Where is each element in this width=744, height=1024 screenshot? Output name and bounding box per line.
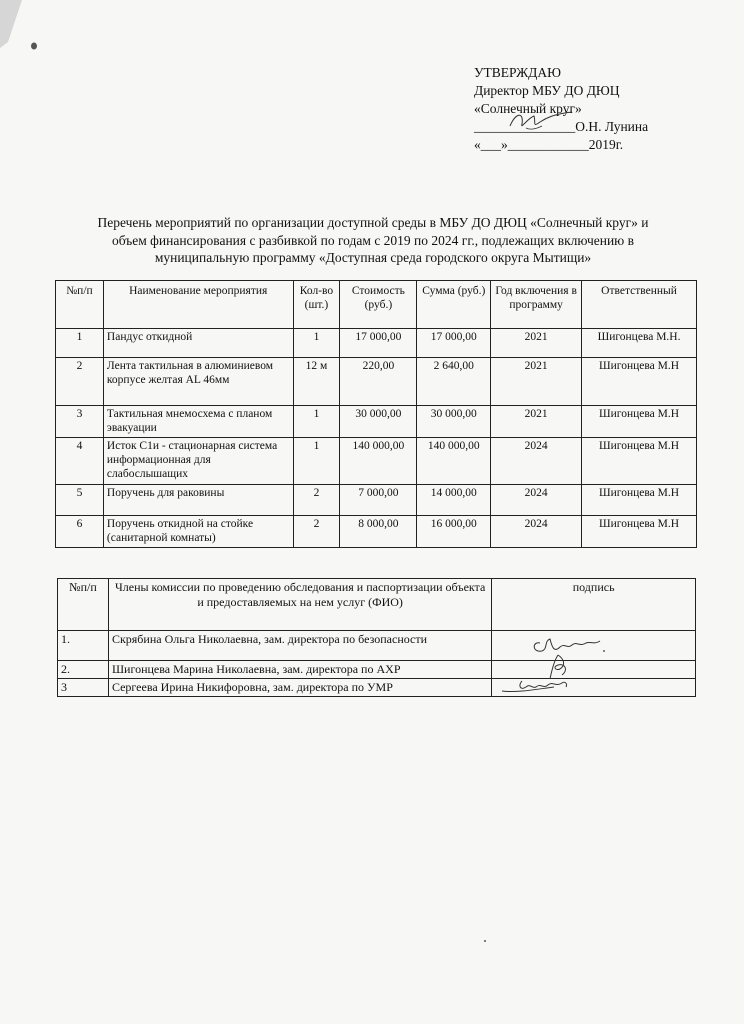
commission-header-members: Члены комиссии по проведению обследования и паспортизации объекта и предоставляемых на нем услуг (ФИО) (108, 579, 491, 631)
cell-cost: 17 000,00 (340, 329, 417, 358)
director-signature (506, 108, 576, 134)
cell-year: 2024 (491, 485, 582, 516)
commission-member: Сергеева Ирина Никифоровна, зам. директора по УМР (108, 679, 491, 697)
commission-table (57, 578, 696, 697)
title-line-1: Перечень мероприятий по организации доступной среды в МБУ ДО ДЮЦ «Солнечный круг» и (97, 215, 649, 230)
commission-header-signature: подпись (492, 579, 696, 631)
table-row (56, 438, 697, 485)
cell-qty: 2 (293, 516, 340, 548)
table-row (56, 485, 697, 516)
cell-name: Тактильная мнемосхема с планом эвакуации (103, 406, 293, 438)
cell-name: Поручень для раковины (103, 485, 293, 516)
cell-num: 5 (56, 485, 104, 516)
cell-qty: 1 (293, 406, 340, 438)
header-year: Год включения в программу (491, 281, 582, 329)
cell-num: 1 (56, 329, 104, 358)
cell-num: 6 (56, 516, 104, 548)
commission-member: Шигонцева Марина Николаевна, зам. директора по АХР (108, 661, 491, 679)
approval-date-line: «___»____________2019г. (474, 137, 624, 152)
commission-member: Скрябина Ольга Николаевна, зам. директора по безопасности (108, 631, 491, 661)
scan-speck (484, 940, 486, 942)
approval-director-name: _______________О.Н. Лунина (474, 119, 649, 134)
cell-sum: 2 640,00 (417, 358, 491, 406)
commission-num: 2. (58, 661, 109, 679)
approval-heading: УТВЕРЖДАЮ (474, 65, 562, 80)
signature-cell (492, 661, 696, 679)
commission-num: 3 (58, 679, 109, 697)
cell-name: Исток С1и - стационарная система информационная для слабослышащих (103, 438, 293, 485)
signature-cell (492, 631, 696, 661)
cell-sum: 140 000,00 (417, 438, 491, 485)
commission-header-row (58, 579, 696, 631)
cell-year: 2024 (491, 438, 582, 485)
cell-responsible: Шигонцева М.Н (582, 516, 697, 548)
cell-responsible: Шигонцева М.Н. (582, 329, 697, 358)
commission-row (58, 631, 696, 661)
table-header-row (56, 281, 697, 329)
cell-name: Поручень откидной на стойке (санитарной комнаты) (103, 516, 293, 548)
cell-qty: 1 (293, 329, 340, 358)
title-line-2: объем финансирования с разбивкой по годам с 2019 по 2024 гг., подлежащих включению в (111, 232, 635, 248)
cell-year: 2024 (491, 516, 582, 548)
cell-year: 2021 (491, 358, 582, 406)
cell-responsible: Шигонцева М.Н (582, 485, 697, 516)
cell-name: Пандус откидной (103, 329, 293, 358)
table-row (56, 329, 697, 358)
cell-num: 3 (56, 406, 104, 438)
cell-sum: 16 000,00 (417, 516, 491, 548)
cell-qty: 2 (293, 485, 340, 516)
signature-cell (492, 679, 696, 697)
cell-sum: 30 000,00 (417, 406, 491, 438)
cell-cost: 7 000,00 (340, 485, 417, 516)
cell-responsible: Шигонцева М.Н (582, 406, 697, 438)
approval-block (474, 64, 714, 154)
measures-table (55, 280, 697, 548)
scan-artifact-mark (0, 0, 60, 70)
table-row (56, 516, 697, 548)
header-responsible: Ответственный (582, 281, 697, 329)
commission-row (58, 661, 696, 679)
cell-sum: 17 000,00 (417, 329, 491, 358)
approval-organization: «Солнечный круг» (474, 101, 582, 116)
cell-responsible: Шигонцева М.Н (582, 358, 697, 406)
cell-responsible: Шигонцева М.Н (582, 438, 697, 485)
commission-row (58, 679, 696, 697)
cell-cost: 8 000,00 (340, 516, 417, 548)
header-cost: Стоимость (руб.) (340, 281, 417, 329)
cell-name: Лента тактильная в алюминиевом корпусе желтая AL 46мм (103, 358, 293, 406)
header-sum: Сумма (руб.) (417, 281, 491, 329)
header-qty: Кол-во (шт.) (293, 281, 340, 329)
approval-position: Директор МБУ ДО ДЮЦ (474, 83, 620, 98)
cell-qty: 1 (293, 438, 340, 485)
table-row (56, 406, 697, 438)
cell-cost: 140 000,00 (340, 438, 417, 485)
document-title (50, 214, 696, 267)
member-signature-3 (498, 677, 588, 697)
header-num: №п/п (56, 281, 104, 329)
cell-qty: 12 м (293, 358, 340, 406)
header-name: Наименование мероприятия (103, 281, 293, 329)
cell-cost: 220,00 (340, 358, 417, 406)
table-row (56, 358, 697, 406)
title-line-3: муниципальную программу «Доступная среда городского округа Мытищи» (154, 250, 592, 265)
cell-num: 4 (56, 438, 104, 485)
commission-num: 1. (58, 631, 109, 661)
commission-header-num: №п/п (58, 579, 109, 631)
cell-sum: 14 000,00 (417, 485, 491, 516)
cell-year: 2021 (491, 406, 582, 438)
cell-cost: 30 000,00 (340, 406, 417, 438)
approval-director-line (474, 118, 714, 136)
cell-year: 2021 (491, 329, 582, 358)
cell-num: 2 (56, 358, 104, 406)
